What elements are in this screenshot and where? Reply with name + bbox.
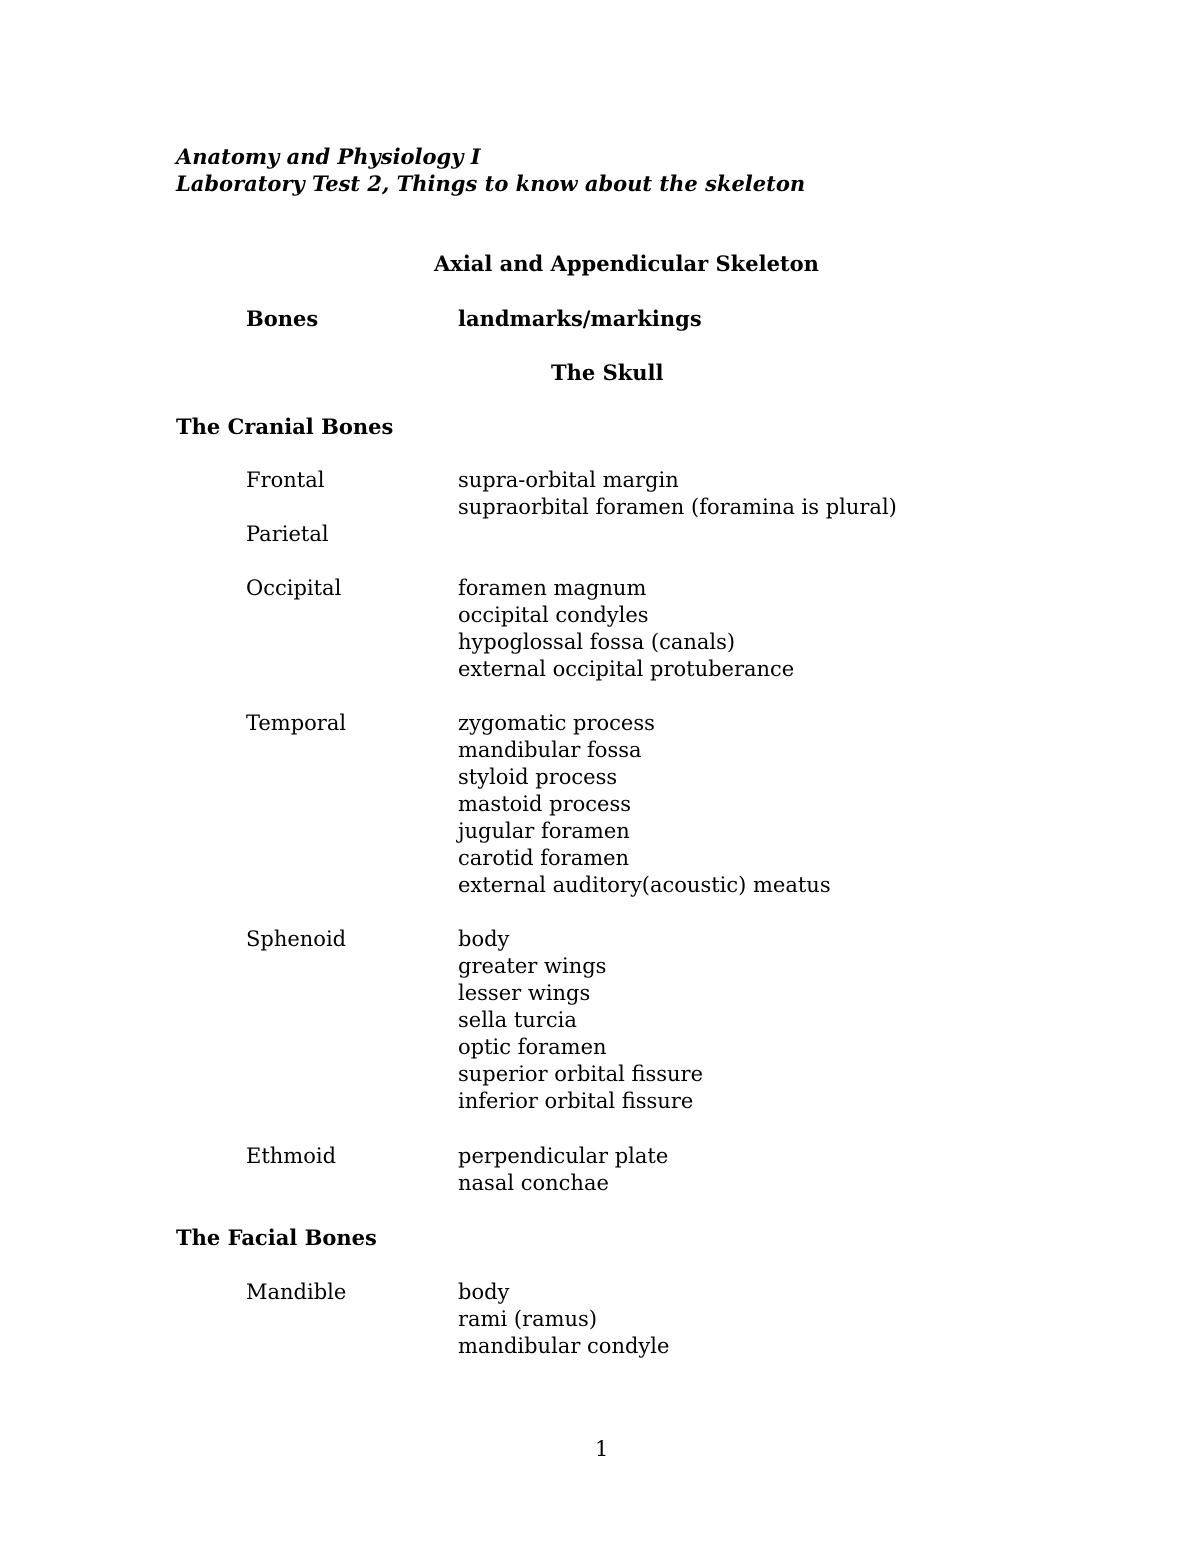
- landmark-item: body: [458, 927, 510, 951]
- bone-name-ethmoid: Ethmoid: [246, 1144, 337, 1168]
- landmark-item: sella turcia: [458, 1008, 577, 1032]
- landmark-list-temporal: [458, 710, 1058, 899]
- bone-name-sphenoid: Sphenoid: [246, 927, 347, 951]
- cranial-bones-heading: The Cranial Bones: [176, 414, 394, 439]
- landmark-item: external occipital protuberance: [458, 657, 795, 681]
- landmark-list-frontal: [458, 467, 1058, 521]
- landmark-item: mandibular fossa: [458, 738, 642, 762]
- landmark-item: foramen magnum: [458, 576, 647, 600]
- landmark-item: body: [458, 1280, 510, 1304]
- landmark-item: rami (ramus): [458, 1307, 598, 1331]
- bone-name-occipital: Occipital: [246, 576, 342, 600]
- landmark-item: mandibular condyle: [458, 1334, 670, 1358]
- landmark-item: perpendicular plate: [458, 1144, 669, 1168]
- page-number: 1: [595, 1437, 609, 1461]
- landmark-item: supra-orbital margin: [458, 468, 679, 492]
- landmark-item: external auditory(acoustic) meatus: [458, 873, 831, 897]
- landmark-item: jugular foramen: [458, 819, 630, 843]
- section-title: Axial and Appendicular Skeleton: [434, 251, 819, 276]
- bone-name-temporal: Temporal: [246, 711, 347, 735]
- landmark-item: optic foramen: [458, 1035, 607, 1059]
- bone-name-frontal: Frontal: [246, 468, 325, 492]
- column-header-landmarks: landmarks/markings: [458, 306, 702, 331]
- course-title: Anatomy and Physiology I: [176, 144, 481, 169]
- landmark-item: superior orbital fissure: [458, 1062, 704, 1086]
- landmark-item: lesser wings: [458, 981, 591, 1005]
- landmark-item: inferior orbital fissure: [458, 1089, 694, 1113]
- landmark-list-mandible: [458, 1279, 1058, 1360]
- landmark-list-occipital: [458, 575, 1058, 683]
- facial-bones-heading: The Facial Bones: [176, 1225, 377, 1250]
- landmark-item: greater wings: [458, 954, 607, 978]
- landmark-item: hypoglossal fossa (canals): [458, 630, 736, 654]
- landmark-item: supraorbital foramen (foramina is plural): [458, 495, 897, 519]
- landmark-item: occipital condyles: [458, 603, 649, 627]
- landmark-item: styloid process: [458, 765, 618, 789]
- landmark-item: nasal conchae: [458, 1171, 609, 1195]
- bone-name-parietal: Parietal: [246, 522, 329, 546]
- landmark-list-sphenoid: [458, 926, 1058, 1115]
- landmark-item: zygomatic process: [458, 711, 655, 735]
- landmark-item: carotid foramen: [458, 846, 630, 870]
- column-header-bones: Bones: [246, 306, 319, 331]
- bone-name-mandible: Mandible: [246, 1280, 347, 1304]
- subsection-title: The Skull: [551, 360, 664, 385]
- document-subtitle: Laboratory Test 2, Things to know about the skeleton: [176, 171, 806, 196]
- landmark-list-ethmoid: [458, 1143, 1058, 1197]
- landmark-item: mastoid process: [458, 792, 631, 816]
